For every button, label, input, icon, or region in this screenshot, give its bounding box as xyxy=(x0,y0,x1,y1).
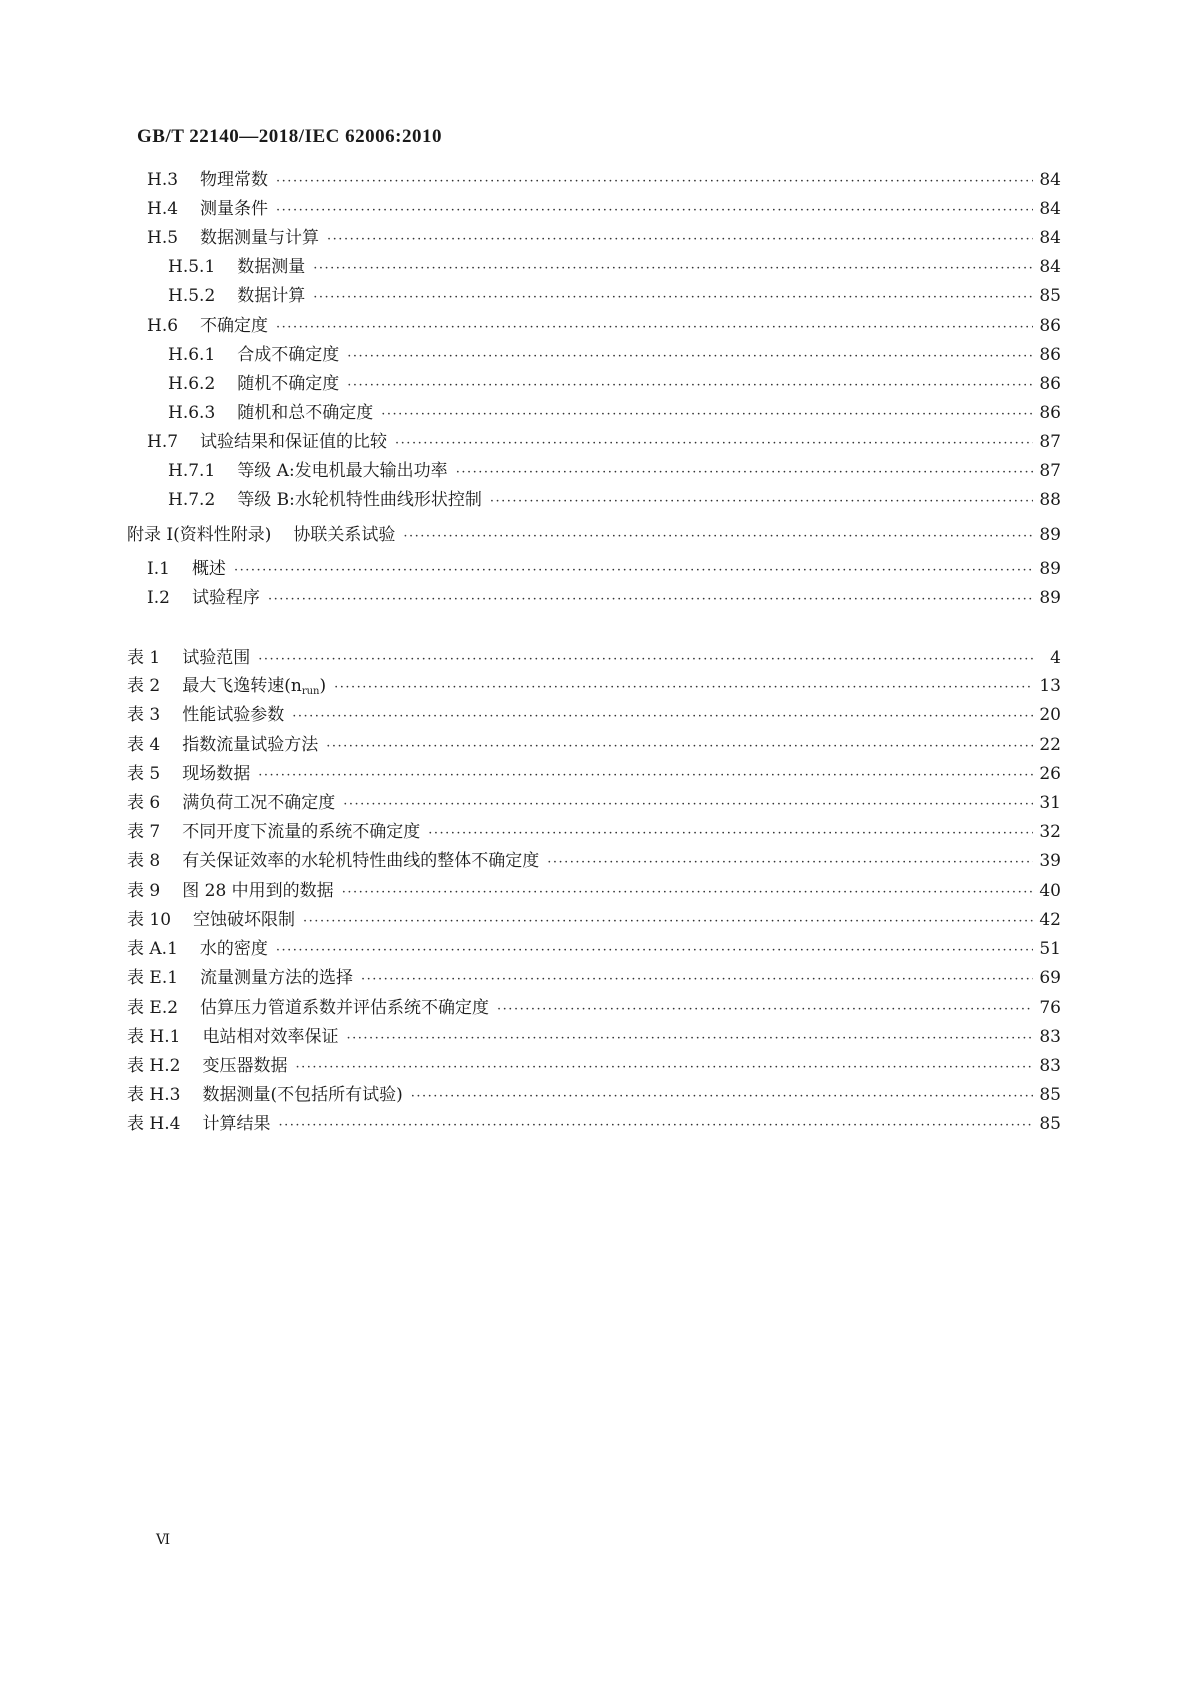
entry-number: 表 H.2 xyxy=(127,1056,181,1076)
dot-leader xyxy=(268,587,1033,613)
entry-title: 数据测量 xyxy=(237,257,306,277)
dot-leader xyxy=(428,821,1033,847)
toc-entry xyxy=(127,522,1061,548)
page-number: 39 xyxy=(1039,851,1061,871)
entry-title: 有关保证效率的水轮机特性曲线的整体不确定度 xyxy=(182,851,540,871)
dot-leader xyxy=(343,792,1033,818)
entry-number: H.6 xyxy=(147,316,179,336)
page-number: 20 xyxy=(1039,705,1061,725)
entry-title: 试验程序 xyxy=(191,588,260,608)
entry-number: 表 7 xyxy=(127,822,161,842)
entry-title: 协联关系试验 xyxy=(293,525,396,545)
entry-title: 数据计算 xyxy=(237,286,306,306)
dot-leader xyxy=(327,227,1033,253)
page-number: 32 xyxy=(1039,822,1061,842)
toc-entry xyxy=(168,254,1061,280)
page-number: 86 xyxy=(1039,316,1061,336)
dot-leader xyxy=(276,315,1033,341)
toc-entry xyxy=(168,487,1061,513)
dot-leader xyxy=(258,647,1033,673)
entry-number: H.5.2 xyxy=(168,286,216,306)
dot-leader xyxy=(326,734,1033,760)
dot-leader xyxy=(395,431,1033,457)
page-number-footer: Ⅵ xyxy=(156,1532,171,1548)
page-number: 76 xyxy=(1039,998,1061,1018)
table-list-entry xyxy=(127,936,1061,962)
entry-title: 试验结果和保证值的比较 xyxy=(200,432,388,452)
page-number: 89 xyxy=(1039,525,1061,545)
entry-title: 性能试验参数 xyxy=(182,705,285,725)
entry-title: 最大飞逸转速$(n_{run})$ xyxy=(182,676,327,697)
entry-title: 水的密度 xyxy=(199,939,268,959)
dot-leader xyxy=(313,285,1033,311)
entry-number: H.7 xyxy=(147,432,179,452)
page-number: 4 xyxy=(1050,648,1061,668)
document-header: GB/T 22140—2018/IEC 62006:2010 xyxy=(137,126,442,147)
table-list-entry xyxy=(127,1082,1061,1108)
entry-title: 物理常数 xyxy=(200,170,269,190)
table-list-entry xyxy=(127,673,1061,699)
dot-leader xyxy=(411,1084,1033,1110)
page-number: 26 xyxy=(1039,764,1061,784)
toc-entry xyxy=(168,342,1061,368)
dot-leader xyxy=(490,489,1033,515)
page-number: 85 xyxy=(1039,1114,1061,1134)
toc-entry xyxy=(147,313,1061,339)
entry-number: I.2 xyxy=(147,588,170,608)
page-number: 40 xyxy=(1039,881,1061,901)
entry-number: H.3 xyxy=(147,170,179,190)
page-number: 88 xyxy=(1039,490,1061,510)
table-list-entry xyxy=(127,732,1061,758)
dot-leader xyxy=(347,344,1033,370)
table-list-entry xyxy=(127,702,1061,728)
dot-leader xyxy=(234,558,1033,584)
entry-number: 表 10 xyxy=(127,910,172,930)
page-number: 87 xyxy=(1039,461,1061,481)
dot-leader xyxy=(334,675,1033,701)
entry-title: 现场数据 xyxy=(182,764,251,784)
entry-title: 指数流量试验方法 xyxy=(182,735,319,755)
table-list-entry xyxy=(127,1111,1061,1137)
page-number: 22 xyxy=(1039,735,1061,755)
page-number: 89 xyxy=(1039,588,1061,608)
entry-title: 测量条件 xyxy=(200,199,269,219)
entry-title: 等级 B:水轮机特性曲线形状控制 xyxy=(237,490,482,510)
entry-number: 表 E.1 xyxy=(127,968,179,988)
dot-leader xyxy=(276,938,1033,964)
entry-title: 不同开度下流量的系统不确定度 xyxy=(182,822,421,842)
table-list-entry xyxy=(127,1053,1061,1079)
entry-number: 表 A.1 xyxy=(127,939,178,959)
entry-number: 表 H.3 xyxy=(127,1085,181,1105)
dot-leader xyxy=(295,1055,1033,1081)
dot-leader xyxy=(403,524,1033,550)
dot-leader xyxy=(303,909,1033,935)
dot-leader xyxy=(547,850,1033,876)
dot-leader xyxy=(361,967,1033,993)
entry-title: 满负荷工况不确定度 xyxy=(182,793,336,813)
page-number: 86 xyxy=(1039,403,1061,423)
page-number: 84 xyxy=(1039,170,1061,190)
toc-entry xyxy=(147,167,1061,193)
entry-title: 图 28 中用到的数据 xyxy=(182,881,334,901)
page-number: 89 xyxy=(1039,559,1061,579)
page-number: 84 xyxy=(1039,228,1061,248)
entry-number: 表 1 xyxy=(127,648,161,668)
entry-number: H.5.1 xyxy=(168,257,216,277)
page-number: 84 xyxy=(1039,199,1061,219)
entry-number: 表 8 xyxy=(127,851,161,871)
page-number: 83 xyxy=(1039,1056,1061,1076)
toc-entry xyxy=(147,556,1061,582)
entry-title: 数据测量与计算 xyxy=(200,228,320,248)
page-number: 86 xyxy=(1039,374,1061,394)
table-list-entry xyxy=(127,819,1061,845)
toc-entry xyxy=(147,429,1061,455)
page-number: 85 xyxy=(1039,286,1061,306)
entry-number: 表 5 xyxy=(127,764,161,784)
dot-leader xyxy=(276,169,1033,195)
toc-entry xyxy=(147,225,1061,251)
dot-leader xyxy=(497,997,1033,1023)
table-list-entry xyxy=(127,790,1061,816)
toc-entry xyxy=(168,283,1061,309)
entry-title: 概述 xyxy=(191,559,226,579)
entry-number: H.7.2 xyxy=(168,490,216,510)
table-list-entry xyxy=(127,1024,1061,1050)
entry-number: 表 H.4 xyxy=(127,1114,181,1134)
page-number: 51 xyxy=(1039,939,1061,959)
entry-title: 估算压力管道系数并评估系统不确定度 xyxy=(200,998,490,1018)
dot-leader xyxy=(313,256,1033,282)
page-number: 86 xyxy=(1039,345,1061,365)
entry-title: 不确定度 xyxy=(200,316,269,336)
page-number: 42 xyxy=(1039,910,1061,930)
toc-entry xyxy=(168,371,1061,397)
dot-leader xyxy=(346,1026,1033,1052)
entry-number: H.4 xyxy=(147,199,179,219)
table-list-entry xyxy=(127,907,1061,933)
toc-entry xyxy=(147,196,1061,222)
dot-leader xyxy=(276,198,1033,224)
toc-entry xyxy=(147,585,1061,611)
entry-title: 合成不确定度 xyxy=(237,345,340,365)
entry-number: 表 6 xyxy=(127,793,161,813)
entry-number: H.6.1 xyxy=(168,345,216,365)
page-number: 84 xyxy=(1039,257,1061,277)
entry-title: 空蚀破坏限制 xyxy=(193,910,296,930)
dot-leader xyxy=(347,373,1033,399)
dot-leader xyxy=(381,402,1033,428)
entry-title: 等级 A:发电机最大输出功率 xyxy=(237,461,448,481)
dot-leader xyxy=(342,880,1033,906)
entry-number: 表 2 xyxy=(127,676,161,696)
subscript: run xyxy=(301,686,320,697)
table-list-entry xyxy=(127,965,1061,991)
table-list-entry xyxy=(127,645,1061,671)
page-number: 87 xyxy=(1039,432,1061,452)
entry-title: 随机不确定度 xyxy=(237,374,340,394)
entry-number: H.7.1 xyxy=(168,461,216,481)
page-number: 13 xyxy=(1039,676,1061,696)
toc-entry xyxy=(168,458,1061,484)
entry-number: H.5 xyxy=(147,228,179,248)
entry-title: 试验范围 xyxy=(182,648,251,668)
dot-leader xyxy=(456,460,1033,486)
page-number: 31 xyxy=(1039,793,1061,813)
entry-title: 流量测量方法的选择 xyxy=(200,968,354,988)
page-number: 69 xyxy=(1039,968,1061,988)
entry-title: 计算结果 xyxy=(202,1114,271,1134)
entry-number: I.1 xyxy=(147,559,170,579)
dot-leader xyxy=(278,1113,1033,1139)
entry-number: H.6.2 xyxy=(168,374,216,394)
entry-title: 随机和总不确定度 xyxy=(237,403,374,423)
entry-title: 电站相对效率保证 xyxy=(202,1027,339,1047)
entry-number: H.6.3 xyxy=(168,403,216,423)
dot-leader xyxy=(258,763,1033,789)
dot-leader xyxy=(292,704,1033,730)
entry-number: 表 4 xyxy=(127,735,161,755)
table-list-entry xyxy=(127,878,1061,904)
table-list-entry xyxy=(127,848,1061,874)
entry-number: 表 E.2 xyxy=(127,998,179,1018)
entry-number: 表 9 xyxy=(127,881,161,901)
entry-number: 表 3 xyxy=(127,705,161,725)
table-list-entry xyxy=(127,995,1061,1021)
page-number: 83 xyxy=(1039,1027,1061,1047)
table-list-entry xyxy=(127,761,1061,787)
entry-title: 变压器数据 xyxy=(202,1056,288,1076)
entry-title: 数据测量(不包括所有试验) xyxy=(202,1085,403,1105)
entry-number: 附录 I(资料性附录) xyxy=(127,525,272,545)
toc-entry xyxy=(168,400,1061,426)
page-number: 85 xyxy=(1039,1085,1061,1105)
entry-number: 表 H.1 xyxy=(127,1027,181,1047)
